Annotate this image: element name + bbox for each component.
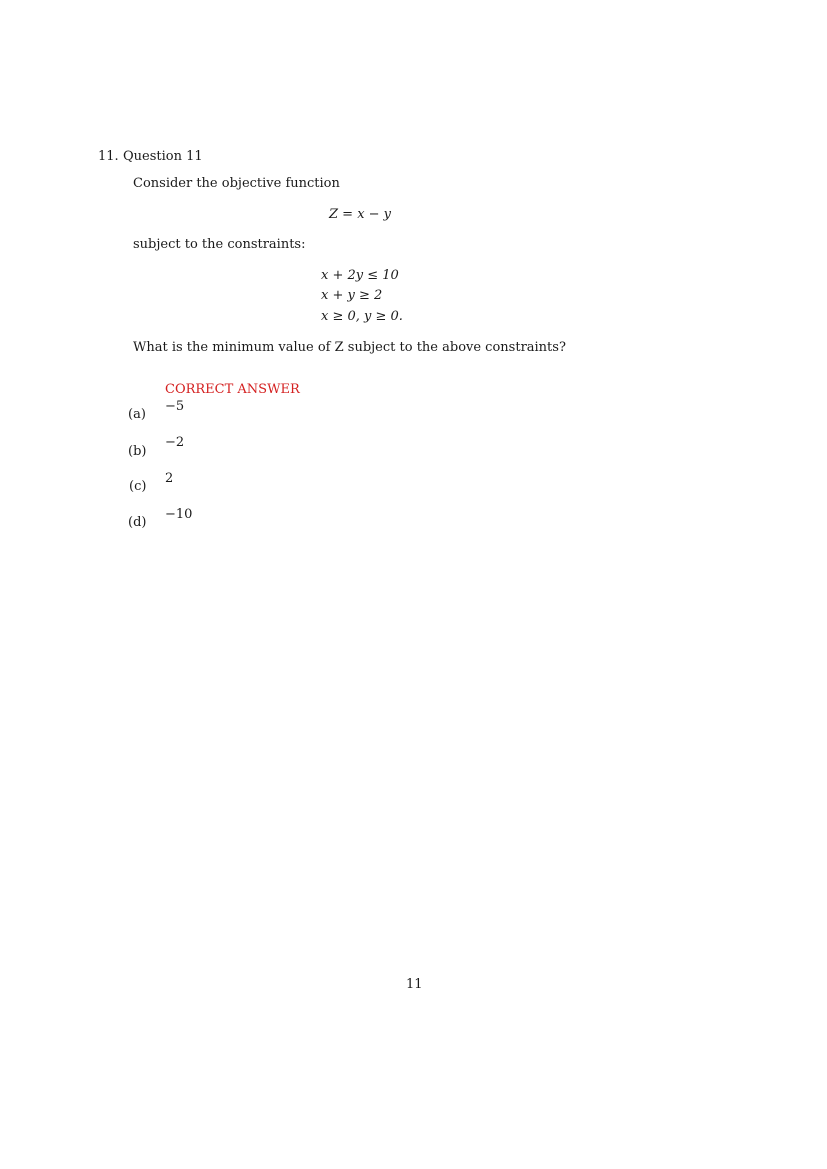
question-number: 11. <box>98 149 119 164</box>
option-a-value: −5 <box>165 399 185 414</box>
option-a-label: (a) <box>128 407 146 422</box>
constraint-3: x ≥ 0, y ≥ 0. <box>321 309 403 324</box>
constraint-2: x + y ≥ 2 <box>321 288 383 303</box>
question-intro: Consider the objective function <box>133 176 340 191</box>
objective-function: Z = x − y <box>329 207 392 222</box>
option-d-label: (d) <box>128 515 147 530</box>
constraints-intro: subject to the constraints: <box>133 237 306 252</box>
correct-answer-label: CORRECT ANSWER <box>165 382 300 397</box>
option-b-label: (b) <box>128 444 147 459</box>
constraint-1: x + 2y ≤ 10 <box>321 268 399 283</box>
option-d-value: −10 <box>165 507 193 522</box>
question-prompt: What is the minimum value of Z subject to the above constraints? <box>133 340 566 355</box>
option-c-value: 2 <box>165 471 174 486</box>
question-title: Question 11 <box>123 149 203 164</box>
option-b-value: −2 <box>165 435 185 450</box>
option-c-label: (c) <box>129 479 147 494</box>
page-number: 11 <box>406 977 423 992</box>
